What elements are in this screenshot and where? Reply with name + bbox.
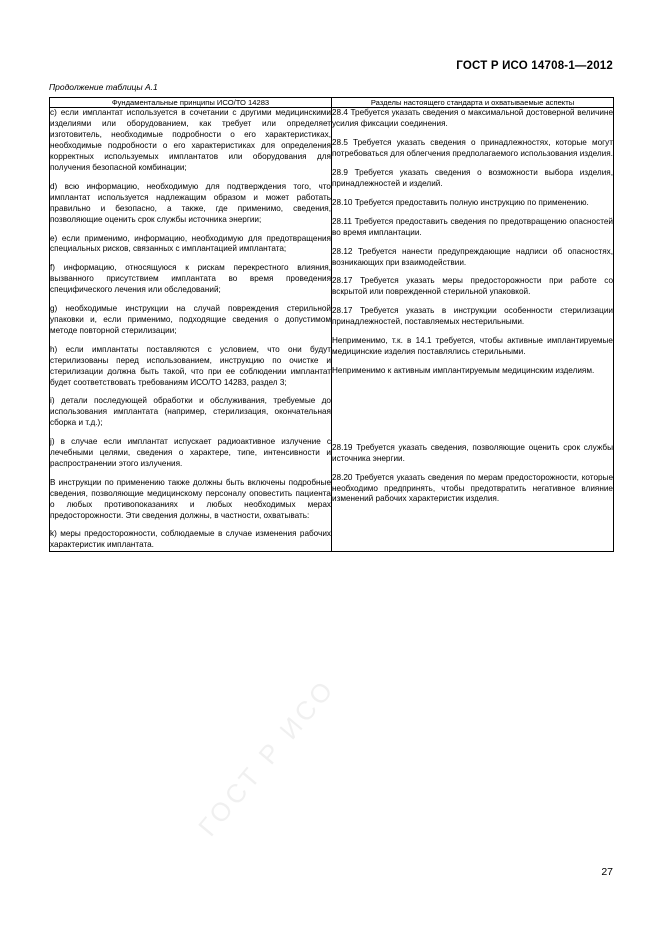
section-28-20: 28.20 Требуется указать сведения по мерам предосторожности, которые необходимо предпринять, чтобы предотвратить негативное влияние изменений рабочих характеристик изделия. [332, 472, 613, 504]
principle-item-i: i) детали последующей обработки и обслуживания, требуемые до использования имплантата (например, стерилизация, окончательная сборка и т.д.); [50, 396, 331, 428]
section-28-19: 28.19 Требуется указать сведения, позволяющие оценить срок службы источника энергии. [332, 442, 613, 463]
principle-note-instruction: В инструкции по применению также должны быть включены подробные сведения, позволяющие медицинскому персоналу оповестить пациента о любых противопоказаниях и любых необходимых мерах предосторожности. Эти сведения должны, в частности, охватывать: [50, 477, 331, 520]
principle-item-k: k) меры предосторожности, соблюдаемые в случае изменения рабочих характеристик имплантата. [50, 529, 331, 550]
section-28-12: 28.12 Требуется нанести предупреждающие надписи об опасностях, возникающих при взаимодействии. [332, 246, 613, 267]
watermark: ГОСТ Р ИСО [192, 672, 341, 842]
section-28-17-a: 28.17 Требуется указать меры предосторожности при работе со вскрытой или поврежденной стерильной упаковкой. [332, 276, 613, 297]
section-28-17-b: 28.17 Требуется указать в инструкции особенности стерилизации принадлежностей, поставляемых нестерильными. [332, 306, 613, 327]
section-not-applicable-1: Неприменимо, т.к. в 14.1 требуется, чтобы активные имплантируемые медицинские изделия поставлялись стерильными. [332, 336, 613, 356]
principle-item-d: d) всю информацию, необходимую для подтверждения того, что имплантат используется надлежащим образом и может работать правильно и безопасно, а также, где применимо, сведения, позволяющие оценить срок службы источника энергии; [50, 181, 331, 224]
principle-item-j: j) в случае если имплантат испускает радиоактивное излучение с лечебными целями, сведения о характере, типе, интенсивности и распространении этого излучения. [50, 437, 331, 468]
principle-item-g: g) необходимые инструкции на случай повреждения стерильной упаковки и, если применимо, подходящие сведения о допустимом методе повторной стерилизации; [50, 304, 331, 335]
standard-header: ГОСТ Р ИСО 14708-1—2012 [456, 60, 613, 72]
section-28-4: 28.4 Требуется указать сведения о максимальной достоверной величине усилия фиксации соединения. [332, 108, 613, 129]
cell-sections [332, 108, 614, 552]
table-continuation-label: Продолжение таблицы А.1 [49, 82, 158, 92]
principle-item-e: e) если применимо, информацию, необходимую для предотвращения специальных рисков, связанных с имплантацией имплантата; [50, 233, 331, 254]
table-row [50, 108, 614, 552]
principle-item-c: c) если имплантат используется в сочетании с другими медицинскими изделиями или оборудованием, как требует или определяет изготовитель, необходимые подробности о его характеристиках, необходимые подробности о его характеристиках для определения корректных используемых имплантатов или оборудования для получения безопасной комбинации; [50, 108, 331, 173]
section-28-5: 28.5 Требуется указать сведения о принадлежностях, которые могут потребоваться для облегчения предполагаемого использования изделия. [332, 138, 613, 159]
layout-spacer [332, 385, 613, 443]
principle-item-h: h) если имплантаты поставляются с условием, что они будут стерилизованы перед использованием, инструкцию по очистке и стерилизации должна быть такой, что при ее соблюдении имплантат будет соответствовать требованиям ИСО/ТО 14283, раздел 3; [50, 344, 331, 387]
requirements-table [49, 97, 614, 552]
section-28-10: 28.10 Требуется предоставить полную инструкцию по применению. [332, 197, 589, 207]
section-28-11: 28.11 Требуется предоставить сведения по предотвращению опасностей во время имплантации. [332, 216, 613, 237]
principle-item-f: f) информацию, относящуюся к рискам перекрестного влияния, вызванного присутствием имплантата во время проведения специфического лечения или обследований; [50, 263, 331, 295]
section-28-9: 28.9 Требуется указать сведения о возможности выбора изделия, принадлежностей и изделий. [332, 168, 613, 189]
page-number: 27 [601, 866, 613, 878]
cell-principles [50, 108, 332, 552]
section-not-applicable-2: Неприменимо к активным имплантируемым медицинским изделиям. [332, 365, 595, 375]
column-header-principles: Фундаментальные принципы ИСО/ТО 14283 [50, 98, 332, 108]
column-header-sections: Разделы настоящего стандарта и охватываемые аспекты [332, 98, 614, 108]
table-header-row [50, 98, 614, 108]
